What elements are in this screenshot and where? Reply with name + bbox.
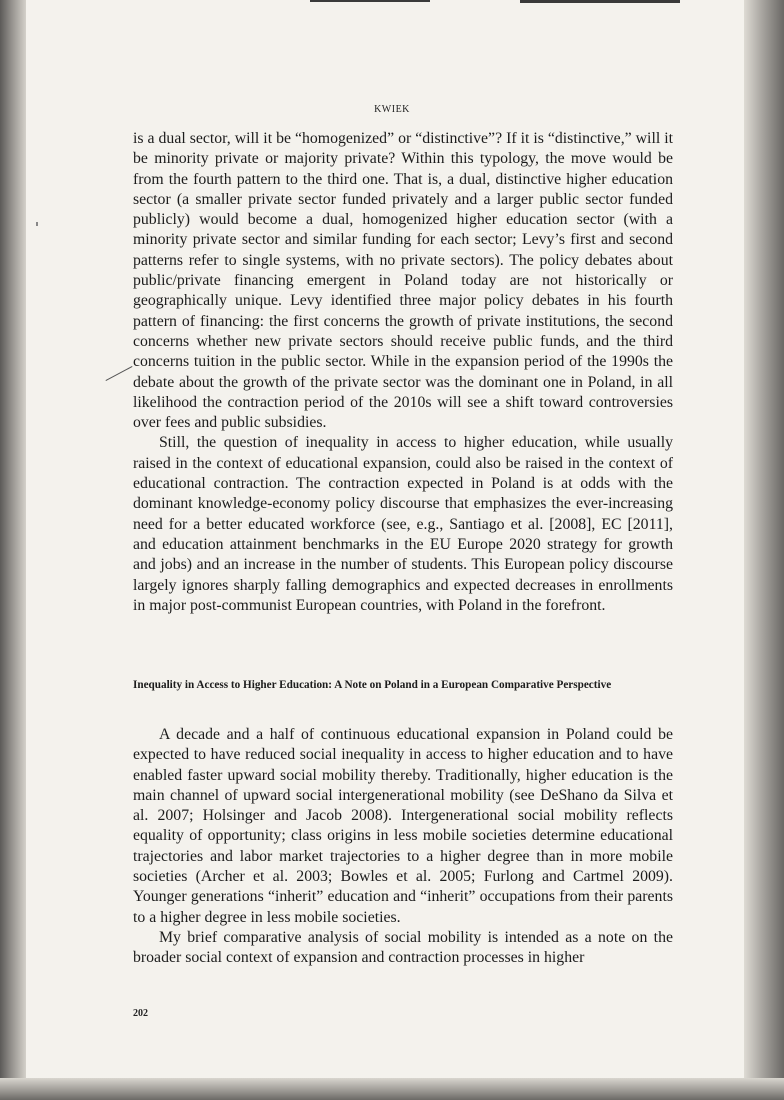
body-text-bottom (133, 725, 673, 969)
paragraph: My brief comparative analysis of social mobility is intended as a note on the broader social context of expansion and contraction processes in higher (133, 928, 673, 967)
body-text-top (133, 129, 673, 616)
page-edge-shadow-right (744, 0, 784, 1100)
page-edge-shadow-bottom (0, 1078, 784, 1100)
paragraph: Still, the question of inequality in access to higher education, while usually raised in the context of educational expansion, could also be raised in the context of educational contraction. The contraction expected in Poland is at odds with the dominant knowledge-economy policy discourse that emphasizes the ever-increasing need for a better educated workforce (see, e.g., Santiago et al. [2008], EC [2011], and education attainment benchmarks in the EU Europe 2020 strategy for growth and jobs) and an increase in the number of students. This European policy discourse largely ignores sharply falling demographics and expected decreases in enrollments in major post-communist European countries, with Poland in the forefront. (133, 434, 673, 614)
running-head: KWIEK (374, 104, 410, 115)
page-number: 202 (133, 1008, 148, 1019)
paragraph: A decade and a half of continuous educational expansion in Poland could be expected to have reduced social inequality in access to higher education and to have enabled faster upward social mobility thereby. Traditionally, higher education is the main channel of upward social intergenerational mobility (see DeShano da Silva et al. 2007; Holsinger and Jacob 2008). Intergenerational social mobility reflects equality of opportunity; class origins in less mobile societies determine educational trajectories and labor market trajectories to a higher degree than in more mobile societies (Archer et al. 2003; Bowles et al. 2005; Furlong and Cartmel 2009). Younger generations “inherit” education and “inherit” occupations from their parents to a higher degree in less mobile societies. (133, 726, 673, 926)
paragraph-continued: is a dual sector, will it be “homogenized” or “distinctive”? If it is “distinctive,” will it be minority private or majority private? Within this typology, the move would be from the fourth pattern to the third one. That is, a dual, distinctive higher education sector (a smaller private sector funded privately and a larger public sector funded publicly) would become a dual, homogenized higher education sector (with a minority private sector and similar funding for each sector; Levy’s first and second patterns refer to single systems, with no private sectors). The policy debates about public/private financing emergent in Poland today are not historically or geographically unique. Levy identified three major policy debates in his fourth pattern of financing: the first concerns the growth of private institutions, the second concerns whether new private sectors should receive public funds, and the third concerns tuition in the public sector. While in the expansion period of the 1990s the debate about the growth of the private sector was the dominant one in Poland, in all likelihood the contraction period of the 2010s will see a shift toward controversies over fees and public subsidies. (133, 130, 673, 432)
top-edge-mark-2 (520, 0, 680, 3)
top-edge-mark-1 (310, 0, 430, 2)
binding-shadow-left (0, 0, 26, 1100)
section-heading: Inequality in Access to Higher Education: A Note on Poland in a European Comparative Perspective (133, 679, 612, 691)
margin-speck (36, 222, 38, 226)
